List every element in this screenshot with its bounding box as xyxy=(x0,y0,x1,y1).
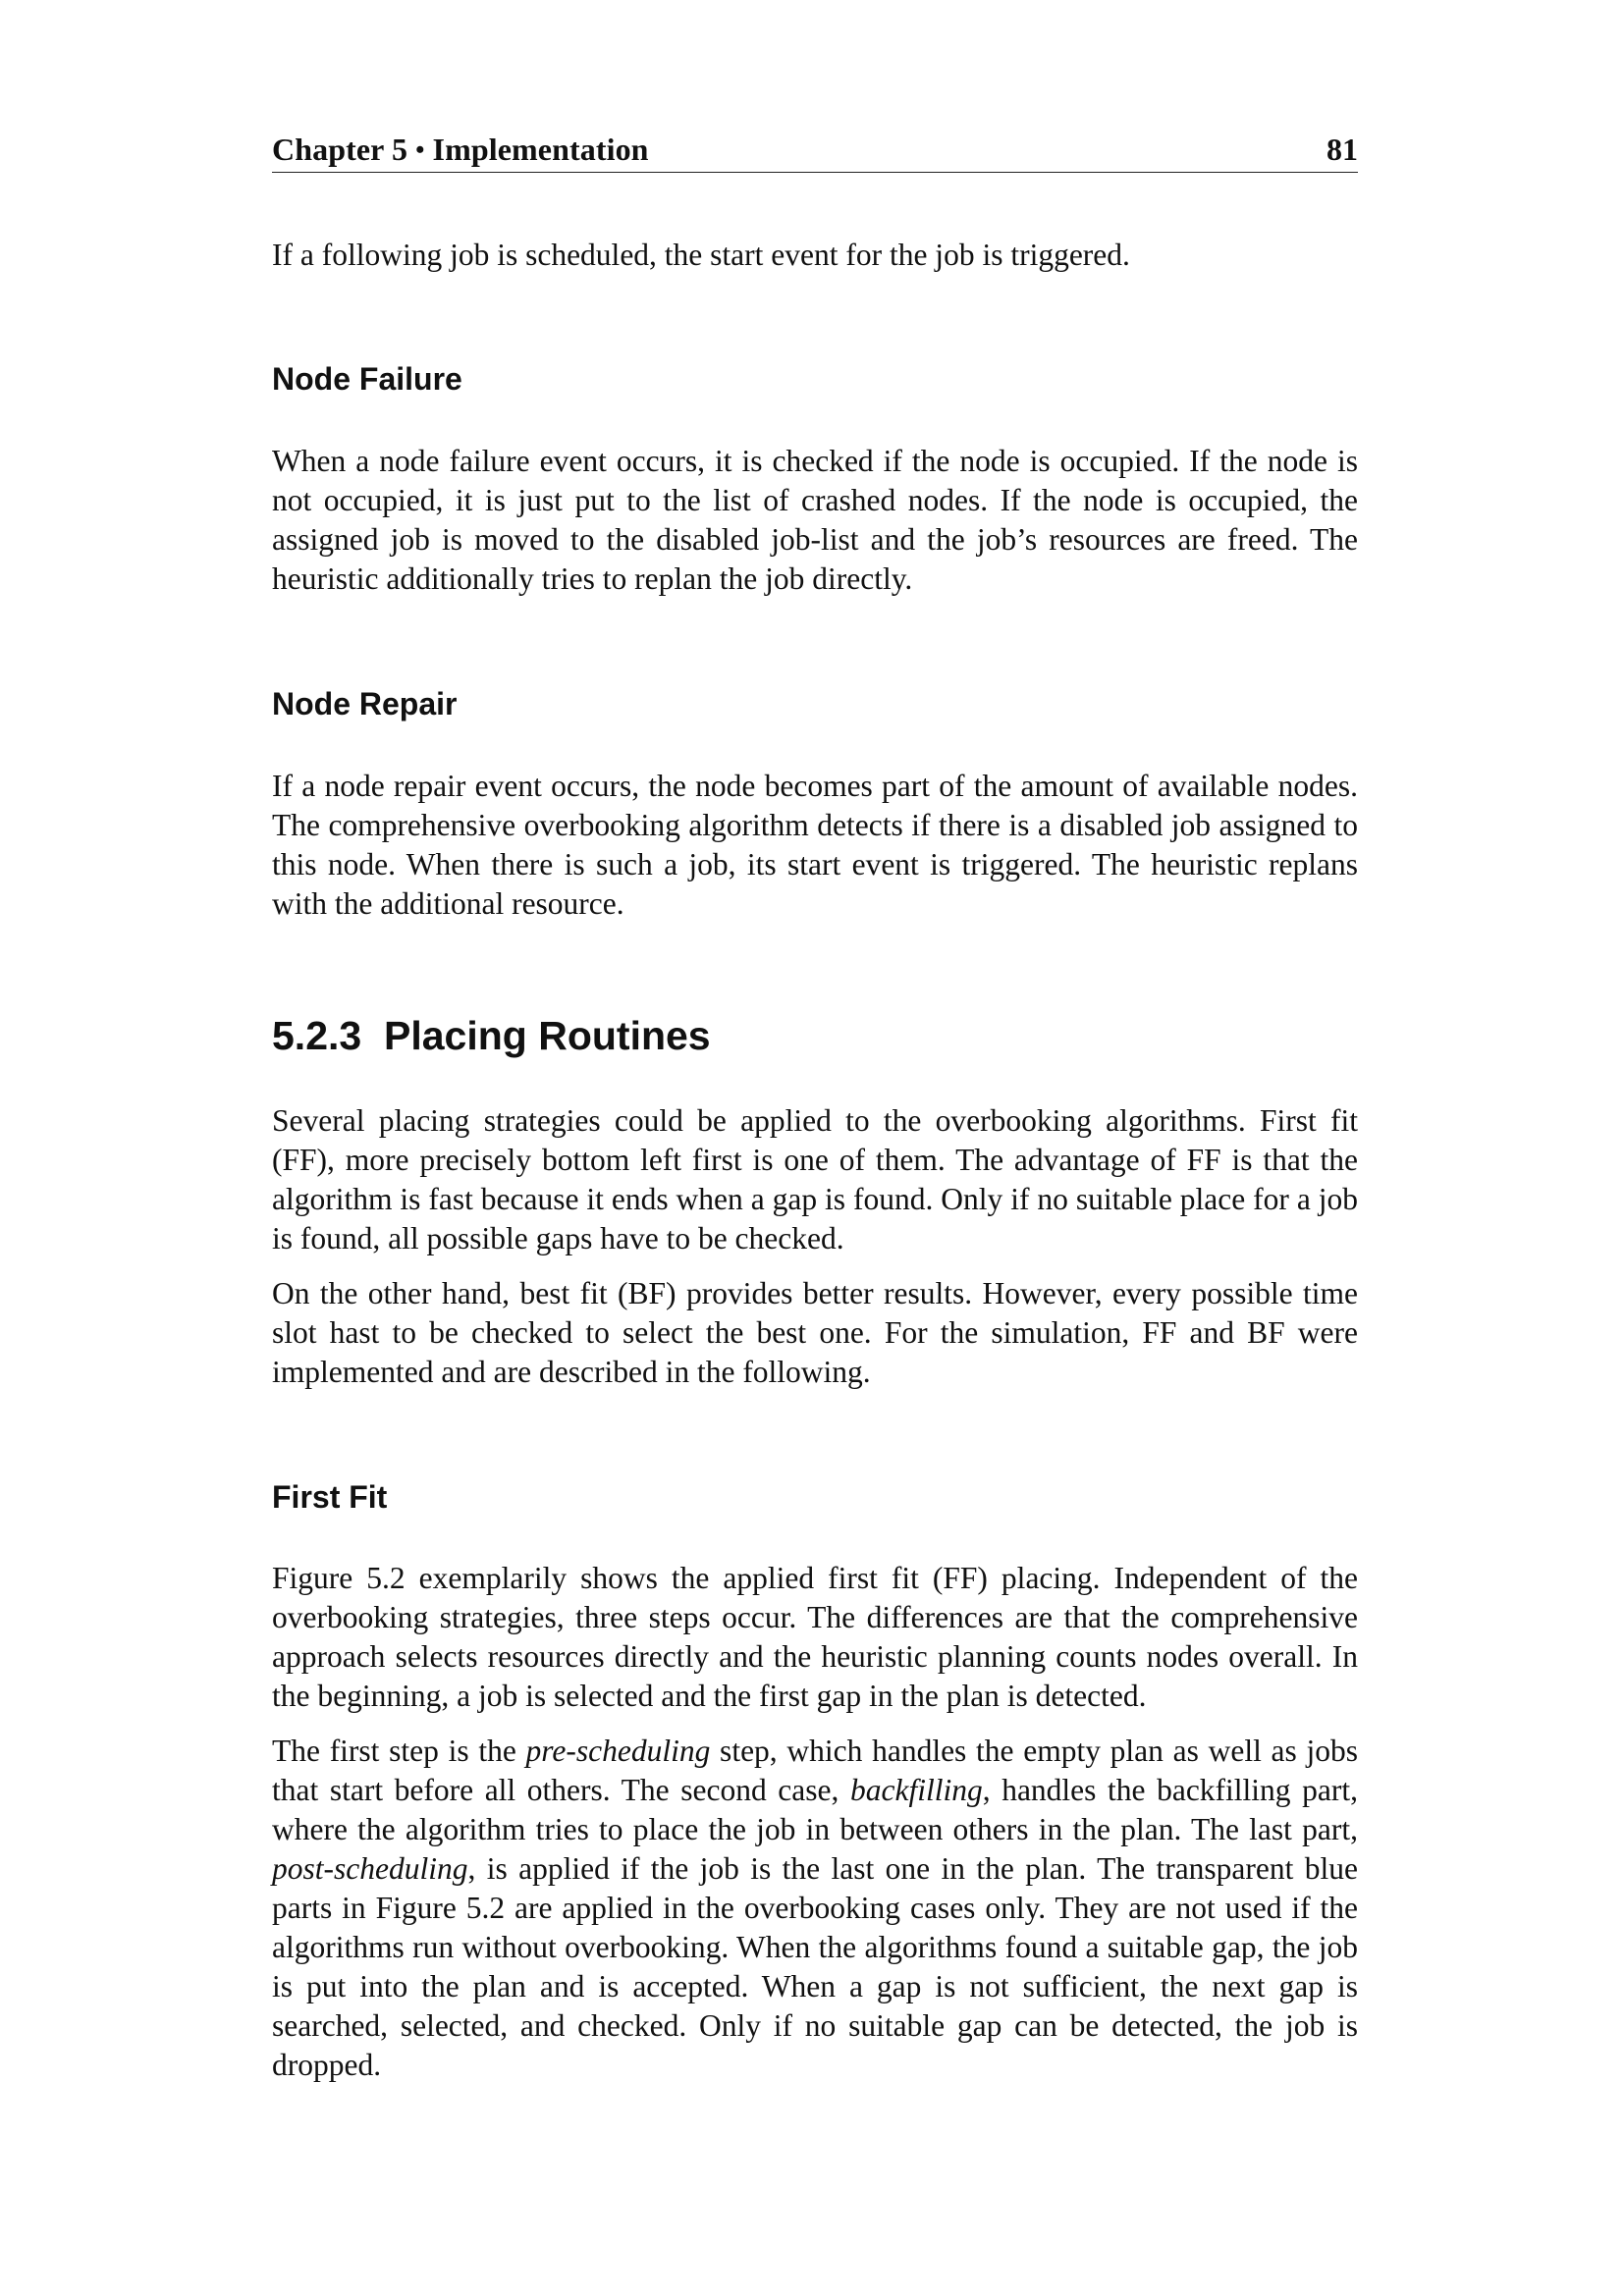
first-fit-paragraph-2 xyxy=(272,1732,1358,2085)
node-repair-heading: Node Repair xyxy=(272,686,458,721)
chapter-label: Chapter 5 xyxy=(272,132,408,167)
chapter-title: Implementation xyxy=(432,132,649,167)
node-failure-section xyxy=(272,359,1358,399)
first-fit-paragraph-2-part-b: step, which handles the empty plan as well as jobs that start before all others. The second case, xyxy=(272,1734,1359,1807)
first-fit-heading: First Fit xyxy=(272,1479,388,1515)
section-number: 5.2.3 xyxy=(272,1013,362,1058)
node-repair-body xyxy=(272,767,1358,924)
page-number: 81 xyxy=(1326,132,1358,167)
placing-routines-section xyxy=(272,1011,1358,1060)
first-fit-body xyxy=(272,1559,1358,2085)
node-failure-body xyxy=(272,442,1358,599)
first-fit-paragraph-2-part-a: The first step is the xyxy=(272,1734,526,1768)
term-pre-scheduling: pre-scheduling xyxy=(525,1734,711,1768)
node-failure-paragraph: When a node failure event occurs, it is checked if the node is occupied. If the node is not occupied, it is just put to the list of crashed nodes. If the node is occupied, the assigned job is moved to the disabled job-list and the job’s resources are freed. The heuristic additionally tries to replan the job directly. xyxy=(272,444,1358,596)
intro-paragraph-block xyxy=(272,236,1358,275)
first-fit-section xyxy=(272,1477,1358,1517)
placing-routines-body xyxy=(272,1101,1358,1392)
running-header-chapter xyxy=(272,132,649,168)
placing-routines-paragraph-1: Several placing strategies could be applied to the overbooking algorithms. First fit (FF), more precisely bottom left first is one of them. The advantage of FF is that the algorithm is fast because it ends when a gap is found. Only if no suitable place for a job is found, all possible gaps have to be checked. xyxy=(272,1103,1358,1255)
node-failure-heading: Node Failure xyxy=(272,361,462,397)
placing-routines-paragraph-2: On the other hand, best fit (BF) provides better results. However, every possible time slot hast to be checked to select the best one. For the simulation, FF and BF were implemented and are described in the following. xyxy=(272,1276,1358,1389)
term-backfilling: backfilling xyxy=(849,1773,983,1807)
first-fit-paragraph-2-part-d: , is applied if the job is the last one in the plan. The transparent blue parts in Figure 5.2 are applied in the overbooking cases only. They are not used if the algorithms run without overbooking. When the algorithms found a suitable gap, the job is put into the plan and is accepted. When a gap is not sufficient, the next gap is searched, selected, and checked. Only if no suitable gap can be detected, the job is dropped. xyxy=(272,1851,1358,2082)
section-title: Placing Routines xyxy=(384,1013,711,1058)
term-post-scheduling: post-scheduling xyxy=(272,1851,468,1886)
first-fit-paragraph-1: Figure 5.2 exemplarily shows the applied first fit (FF) placing. Independent of the overbooking strategies, three steps occur. The differences are that the comprehensive approach selects resources directly and the heuristic planning counts nodes overall. In the beginning, a job is selected and the first gap in the plan is detected. xyxy=(272,1561,1358,1713)
intro-paragraph: If a following job is scheduled, the start event for the job is triggered. xyxy=(272,238,1130,272)
first-fit-paragraph-2-part-c: , handles the backfilling part, where the algorithm tries to place the job in between others in the plan. The last part, xyxy=(272,1773,1358,1846)
section-heading xyxy=(272,1011,1358,1060)
node-repair-section xyxy=(272,684,1358,723)
bullet-separator: • xyxy=(415,135,425,164)
running-header xyxy=(272,126,1358,173)
node-repair-paragraph: If a node repair event occurs, the node becomes part of the amount of available nodes. The comprehensive overbooking algorithm detects if there is a disabled job assigned to this node. When there is such a job, its start event is triggered. The heuristic replans with the additional resource. xyxy=(272,769,1358,921)
